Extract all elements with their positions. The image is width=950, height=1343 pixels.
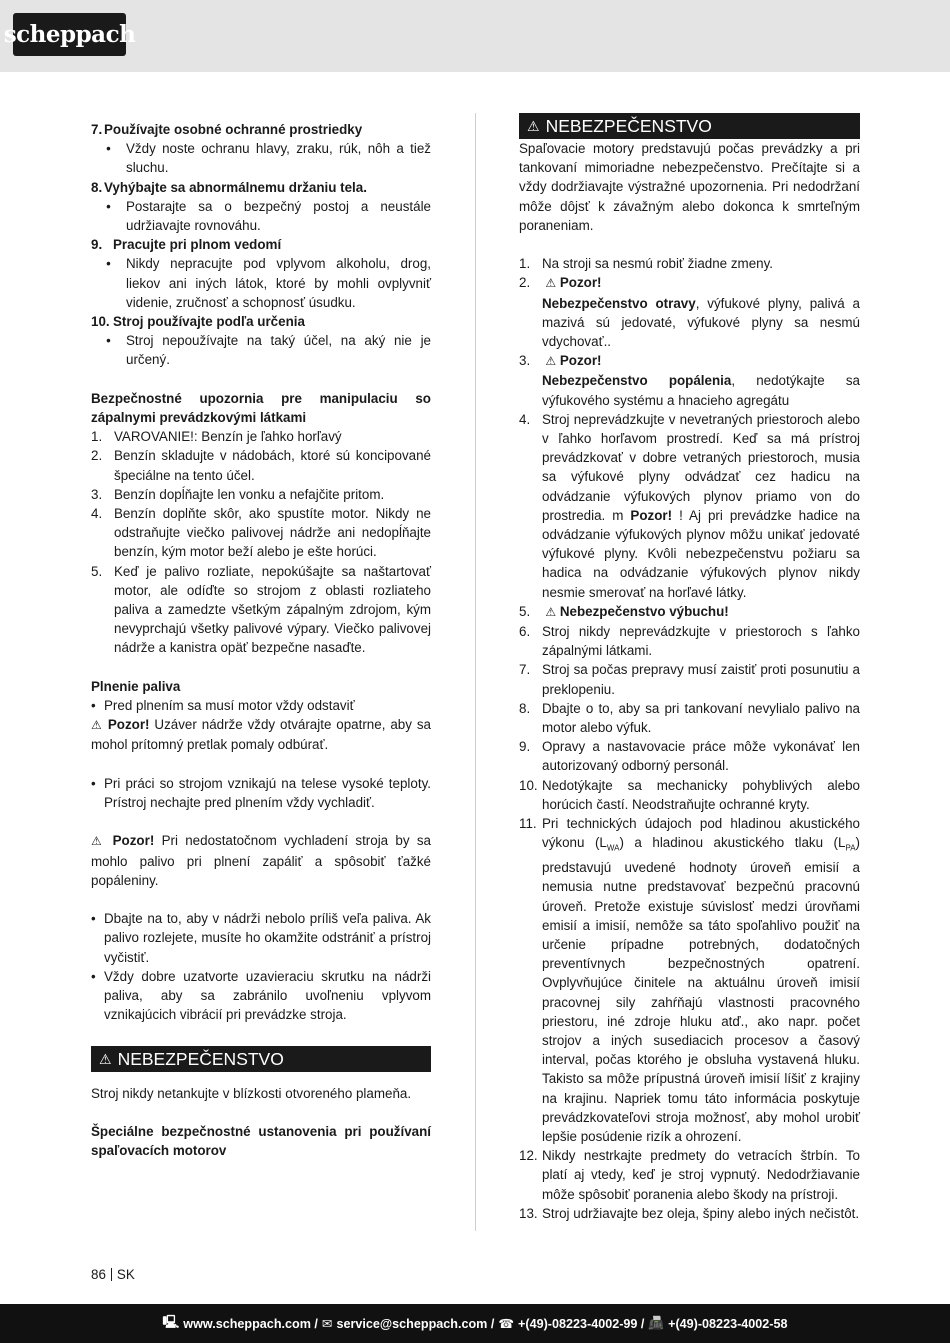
list-item: 10. Nedotýkajte sa mechanicky pohyblivých alebo horúcich častí. Neodstraňujte ochranné kryty. <box>519 777 860 812</box>
refuel-bullet-4: • Vždy dobre uzatvorte uzavieraciu skrutku na nádrži paliva, aby sa zabránilo uvoľneniu vplyvom vznikajúcich vibrácií pri prevádzke stroja. <box>91 967 431 1025</box>
rule-10: 10. Stroj používajte podľa určenia <box>91 312 431 331</box>
list-item: 3. ⚠ Pozor! Nebezpečenstvo popálenia, nedotýkajte sa výfukového systému a hnacieho agregátu <box>519 353 860 408</box>
bullet-icon: • <box>91 911 96 927</box>
list-item: 13. Stroj udržiavajte bez oleja, špiny alebo iných nečistôt. <box>519 1205 860 1221</box>
list-item: 1. VAROVANIE!: Benzín je ľahko horľavý <box>91 429 342 445</box>
warning-triangle-icon: ⚠ <box>99 1050 112 1067</box>
bullet-icon: • <box>91 968 96 984</box>
warning-triangle-icon: ⚠ <box>527 118 540 134</box>
footer-website: www.scheppach.com / <box>183 1316 318 1331</box>
list-item: 7. Stroj sa počas prepravy musí zaistiť proti posunutiu a preklopeniu. <box>519 662 860 697</box>
rule-7-title: Používajte osobné ochranné prostriedky <box>104 122 363 137</box>
footer-email: service@scheppach.com / <box>336 1316 495 1331</box>
list-item: 4. Benzín doplňte skôr, ako spustíte motor. Nikdy ne odstraňujte viečko palivovej nádrže ani nedopĺňajte benzín, kým motor beží alebo je ešte horúci. <box>91 506 431 560</box>
monitor-icon: 🖳 <box>162 1315 180 1329</box>
rule-10-bullet: • Stroj nepoužívajte na taký účel, na aký nie je určený. <box>91 331 431 369</box>
list-item: 12. Nikdy nestrkajte predmety do vetracích štrbín. To platí aj vtedy, keď je stroj vypnutý. Nedodržiavanie môže spôsobiť poranenia alebo škody na prístroji. <box>519 1148 860 1202</box>
refuel-bullet-1: • Pred plnením sa musí motor vždy odstaviť <box>91 696 431 715</box>
list-item: 3. Benzín dopĺňajte len vonku a nefajčite pritom. <box>91 486 385 502</box>
mail-icon: ✉ <box>321 1317 333 1331</box>
bullet-icon: • <box>106 333 111 349</box>
list-item: 8. Dbajte o to, aby sa pri tankovaní nevylialo palivo na motor alebo výfuk. <box>519 700 860 736</box>
left-column <box>91 120 431 1160</box>
footer-fax: +(49)-08223-4002-58 <box>668 1316 788 1331</box>
refuel-bullet-2: • Pri práci so strojom vznikajú na telese vysoké teploty. Prístroj nechajte pred plnením vždy vychladiť. <box>91 774 431 812</box>
danger-text: Stroj nikdy netankujte v blízkosti otvoreného plameňa. <box>91 1085 412 1101</box>
special-rules-heading: Špeciálne bezpečnostné ustanovenia pri používaní spaľovacích motorov <box>91 1124 431 1159</box>
phone-icon: ☎ <box>498 1317 515 1331</box>
refuel-heading: Plnenie paliva <box>91 678 181 694</box>
list-item: 2. ⚠ Pozor! Nebezpečenstvo otravy, výfukové plyny, palivá a mazivá sú jedovaté, výfukové plyny sa nesmú vdychovať.. <box>519 275 860 350</box>
page-number: 86 SK <box>91 1267 135 1282</box>
list-item: 4. Stroj neprevádzkujte v nevetraných priestoroch alebo v ľahko horľavom prostredí. Keď sa má prístroj prevádzkovať v dobre vetraných priestoroch, musia sa výfukové plyny odvádzať cez hadicu na odvádzanie výfukových plynov priamo von do prostredia. m Pozor! ! Aj pri prevádzke hadice na odvádzanie výfukových plynov môžu unikať jedovaté výfukové plyny. Kvôli nebezpečenstvu požiaru sa hadica na odvádzanie výfukových plynov nikdy nesmie smerovať na horľavé látky. <box>519 411 860 600</box>
fax-icon: 📠 <box>648 1316 665 1330</box>
warning-triangle-icon: ⚠ <box>542 354 557 369</box>
refuel-caution-2: ⚠ Pozor! Pri nedostatočnom vychladení stroja by sa mohlo palivo pri plnení zapáliť a spôsobiť ťažké popáleniny. <box>91 833 431 888</box>
rule-9-bullet: • Nikdy nepracujte pod vplyvom alkoholu, drog, liekov ani iných látok, ktoré by mohli ovplyvniť videnie, zručnosť a schopnosť úsudku. <box>91 254 431 312</box>
danger-intro: Spaľovacie motory predstavujú počas prevádzky a pri tankovaní mimoriadne nebezpečenstvo. Prečítajte si a vždy dodržiavajte výstražné upozornenia. Pri nedodržaní môže dôjsť k závažným alebo dokonca k smrteľným poraneniam. <box>519 141 860 233</box>
list-item: 1. Na stroji sa nesmú robiť žiadne zmeny. <box>519 256 774 272</box>
footer-phone: +(49)-08223-4002-99 / <box>518 1316 645 1331</box>
danger-banner: ⚠ NEBEZPEČENSTVO <box>519 113 860 139</box>
bullet-icon: • <box>91 698 96 714</box>
rule-8-title: Vyhýbajte sa abnormálnemu držaniu tela. <box>104 179 367 195</box>
rule-9-title: Pracujte pri plnom vedomí <box>113 237 282 253</box>
right-column <box>519 113 860 1223</box>
bullet-icon: • <box>91 775 96 791</box>
list-item: 11. Pri technických údajoch pod hladinou akustického výkonu $(L_{WA})$ a hladinou akustického tlaku $(L_{PA})$ predstavujú uvedené hodnoty úroveň emisií a nemusia nutne predstavovať bezpečnú pracovnú úroveň. Pretože existuje súvislosť medzi úrovňami emisií a imisií, nemôže sa táto spoľahlivo použiť na určenie prípadne potrebných, dodatočných preventívnych bezpečnostných opatrení. Ovplyvňujúce činitele na aktuálnu úroveň imisií pracovnej sily zahŕňajú vlastnosti pracovného priestoru, iné zdroje hluku atď., ako napr. počet strojov a iných susediacich procesov a časový interval, počas ktorého je obsluha vystavená hluku. Takisto sa môže prípustná úroveň imisií líšiť z krajiny na krajinu. Napriek tomu táto informácia poskytuje prevádzkovateľovi stroja možnosť, aby mohol urobiť lepšie posúdenie rizík a ohrození. <box>519 816 861 1145</box>
list-item: 5. ⚠ Nebezpečenstvo výbuchu! <box>519 603 729 619</box>
rule-10-title: Stroj používajte podľa určenia <box>113 314 305 330</box>
list-item: 9. Opravy a nastavovacie práce môže vykonávať len autorizovaný odborný personál. <box>519 739 860 774</box>
page-footer <box>0 1304 950 1343</box>
warning-triangle-icon: ⚠ <box>542 276 557 291</box>
list-item: 6. Stroj nikdy neprevádzkujte v priestoroch s ľahko zápalnými látkami. <box>519 624 860 659</box>
rule-9: 9. Pracujte pri plnom vedomí <box>91 235 431 254</box>
fuel-safety-heading: Bezpečnostné upozornia pre manipulaciu so zápalnymi prevádzkovými látkami <box>91 390 431 426</box>
warning-triangle-icon: ⚠ <box>542 604 557 619</box>
rule-8-bullet: • Postarajte sa o bezpečný postoj a neustále udržiavajte rovnováhu. <box>91 197 431 235</box>
rule-7: 7. Používajte osobné ochranné prostriedky <box>91 120 431 139</box>
fuel-safety-list <box>91 427 431 657</box>
page-header <box>0 0 950 72</box>
column-divider <box>475 113 476 1231</box>
refuel-caution-1: ⚠ Pozor! Uzáver nádrže vždy otvárajte opatrne, aby sa mohol prítomný pretlak pomaly odbúrať. <box>91 717 431 753</box>
bullet-icon: • <box>106 256 111 272</box>
scheppach-logo: scheppach <box>13 13 126 56</box>
rule-7-bullet: • Vždy noste ochranu hlavy, zraku, rúk, nôh a tiež sluchu. <box>91 139 431 177</box>
rule-8: 8. Vyhýbajte sa abnormálnemu držaniu tela. <box>91 178 431 197</box>
refuel-bullet-3: • Dbajte na to, aby v nádrži nebolo príliš veľa paliva. Ak palivo rozlejete, musíte ho okamžite odstrániť a prístroj vyčistiť. <box>91 909 431 967</box>
bullet-icon: • <box>106 198 111 214</box>
danger-banner: ⚠ NEBEZPEČENSTVO <box>91 1046 431 1072</box>
list-item: 5. Keď je palivo rozliate, nepokúšajte sa naštartovať motor, ale odíďte so strojom z oblasti rozliateho paliva a zamedzte všetkým zápalným zdrojom, kým nevyprchajú všetky palivové výpary. Viečko palivovej nádrže a kanistra opäť bezpečne nasaďte. <box>91 563 431 656</box>
warning-triangle-icon: ⚠ <box>91 718 103 733</box>
warning-triangle-icon: ⚠ <box>91 834 106 849</box>
bullet-icon: • <box>106 141 111 157</box>
list-item: 2. Benzín skladujte v nádobách, ktoré sú koncipované špeciálne na tento účel. <box>91 448 431 483</box>
